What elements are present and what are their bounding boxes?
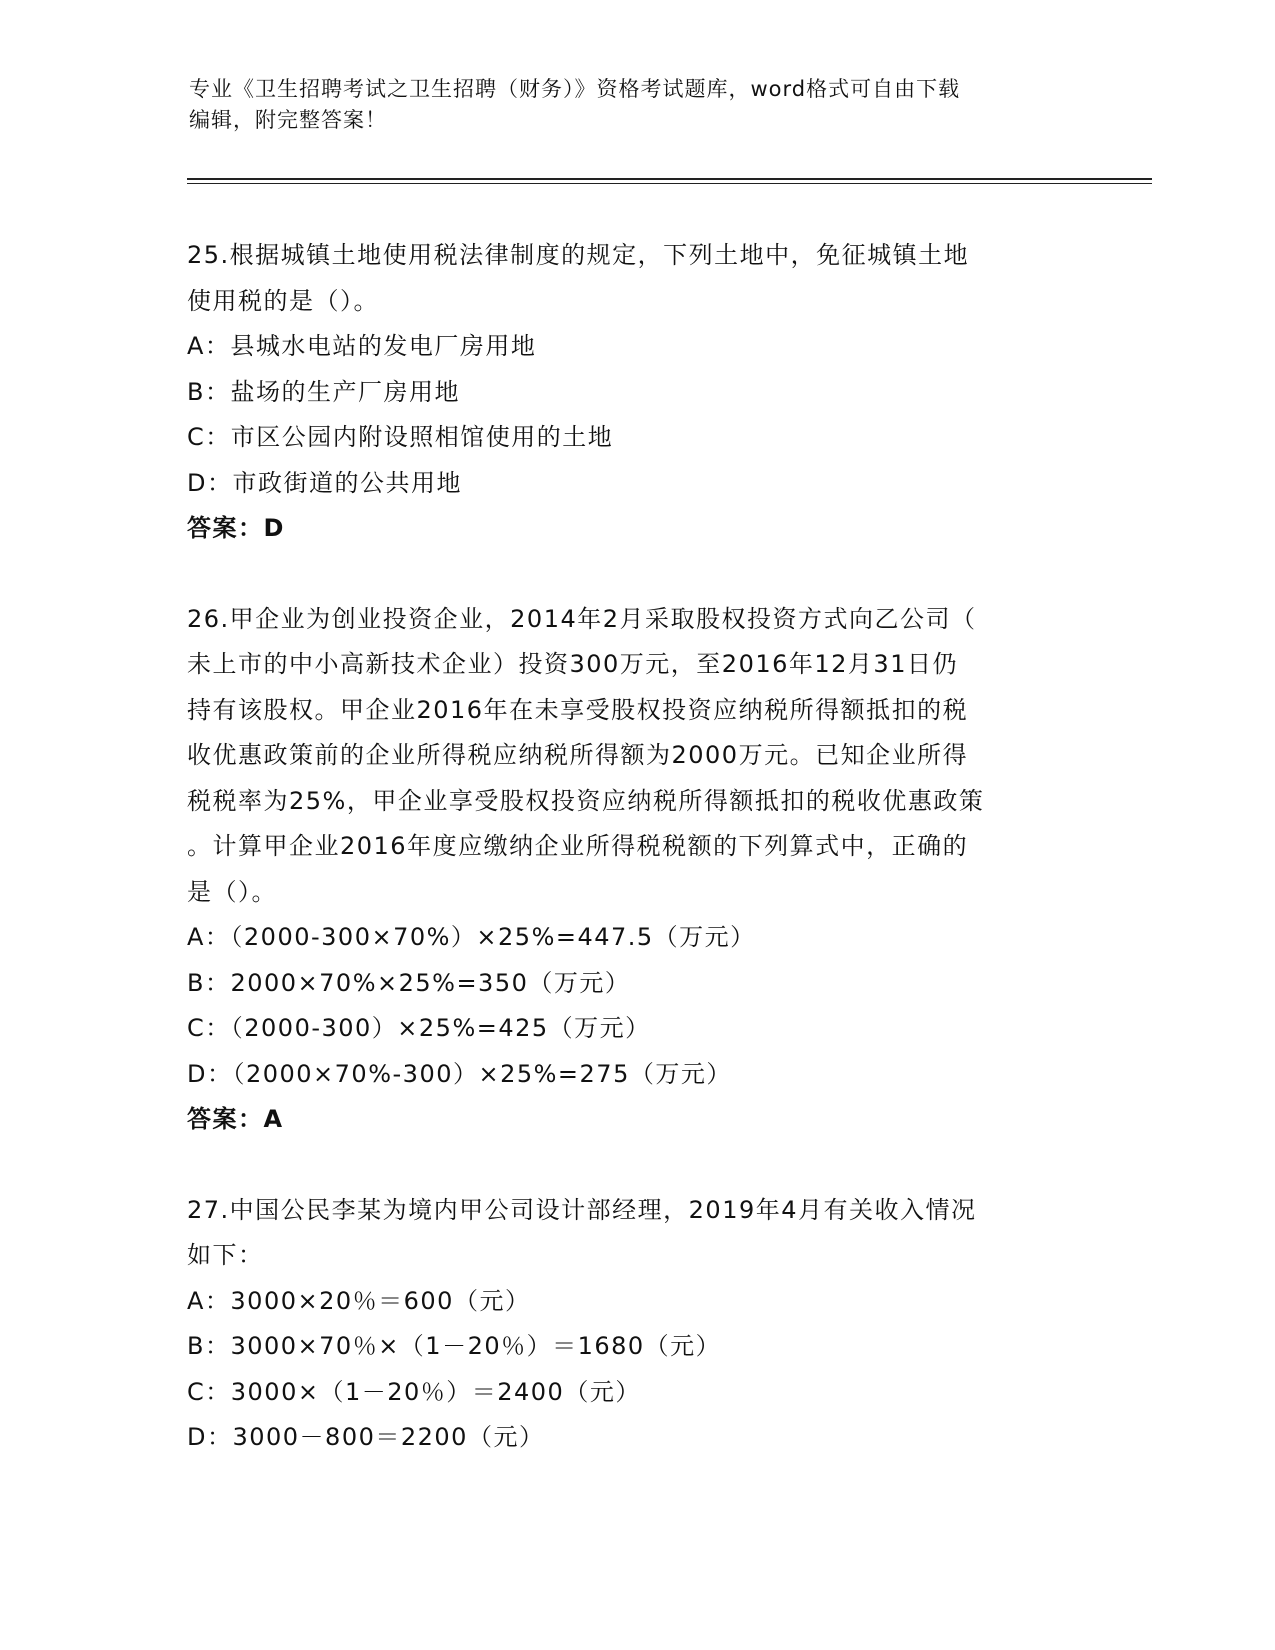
option-c: C：（2000-300）×25%=425（万元）: [187, 1014, 651, 1042]
question-26: [187, 597, 1087, 1143]
option-b: B：3000×70％×（1－20％）＝1680（元）: [187, 1332, 722, 1360]
question-stem-line: 。计算甲企业2016年度应缴纳企业所得税税额的下列算式中，正确的: [187, 832, 969, 860]
option-d: D：3000－800＝2200（元）: [187, 1423, 545, 1451]
option-b: B：2000×70%×25%=350（万元）: [187, 968, 631, 997]
document-header: [189, 74, 1089, 136]
answer-line: 答案：A: [187, 1105, 284, 1133]
question-stem-line: 是（）。: [187, 877, 277, 906]
option-d: D：（2000×70%-300）×25%=275（万元）: [187, 1059, 732, 1088]
option-d: D：市政街道的公共用地: [187, 468, 462, 497]
question-stem-line: 25.根据城镇土地使用税法律制度的规定，下列土地中，免征城镇土地: [187, 241, 970, 269]
option-b: B：盐场的生产厂房用地: [187, 377, 460, 406]
question-27: [187, 1188, 1087, 1461]
option-a: A：3000×20％＝600（元）: [187, 1286, 531, 1315]
header-line-1: 专业《卫生招聘考试之卫生招聘（财务）》资格考试题库，word格式可自由下载: [189, 77, 961, 101]
question-stem-line: 未上市的中小高新技术企业）投资300万元，至2016年12月31日仍: [187, 650, 958, 678]
question-stem-line: 税税率为25%，甲企业享受股权投资应纳税所得额抵扣的税收优惠政策: [187, 786, 985, 815]
question-stem-line: 27.中国公民李某为境内甲公司设计部经理，2019年4月有关收入情况: [187, 1195, 977, 1224]
header-divider-bottom: [187, 183, 1152, 184]
question-stem-line: 26.甲企业为创业投资企业，2014年2月采取股权投资方式向乙公司（: [187, 604, 977, 633]
question-spacer: [187, 552, 1087, 597]
answer-line: 答案：D: [187, 514, 285, 542]
question-stem-line: 持有该股权。甲企业2016年在未享受股权投资应纳税所得额抵扣的税: [187, 695, 969, 724]
question-spacer: [187, 1143, 1087, 1188]
option-a: A：县城水电站的发电厂房用地: [187, 332, 537, 360]
question-list: [187, 233, 1087, 1461]
header-line-2: 编辑，附完整答案！: [189, 108, 387, 132]
option-c: C：3000×（1－20％）＝2400（元）: [187, 1377, 641, 1406]
option-a: A：（2000-300×70%）×25%=447.5（万元）: [187, 923, 756, 951]
header-divider-top: [187, 178, 1152, 180]
question-stem-line: 如下：: [187, 1241, 264, 1269]
question-stem-line: 收优惠政策前的企业所得税应纳税所得额为2000万元。已知企业所得: [187, 741, 969, 769]
question-stem-line: 使用税的是（）。: [187, 286, 379, 315]
question-25: [187, 233, 1087, 552]
option-c: C：市区公园内附设照相馆使用的土地: [187, 423, 614, 451]
